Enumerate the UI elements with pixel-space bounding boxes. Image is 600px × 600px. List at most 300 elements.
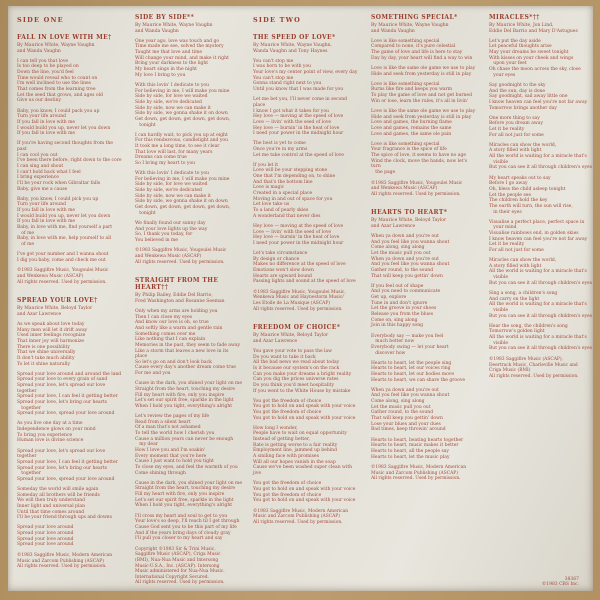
lyric-line: Everybody swing — let your heart (371, 344, 449, 350)
side-label: SIDE TWO (253, 16, 301, 24)
lyric-line: Hearts to heart, let our bodies move (371, 371, 455, 377)
lyric-line: That will keep you gettin' down (371, 273, 443, 279)
lyric-line: Spread your love around (17, 525, 74, 531)
song-copyright (17, 268, 124, 285)
stanza (17, 141, 124, 192)
lyric-line: in their eyes (489, 209, 522, 215)
lyric-line: Hearts to heart, we can share the groove (371, 377, 466, 383)
lyric-line: And know our love is oh, so true (135, 320, 209, 326)
song (253, 34, 360, 312)
lyric-line: I know heaven can feel you're not far away (489, 99, 588, 105)
lyric-line: Tomorrow brings another day (489, 105, 557, 111)
lyric-line: To tell the world how I cherish you (135, 431, 215, 437)
lyric-line: Hearts to heart, beating hearts together (371, 437, 464, 443)
stanza (135, 481, 242, 509)
lyric-line: Love and games, the burning flame (371, 120, 452, 126)
stanza (371, 284, 478, 329)
lyric-line: And you feel like you wanna shout (371, 393, 450, 399)
lyric-line: Oh chase the moon across the sky, close (489, 67, 581, 73)
lyric-line: together (17, 471, 41, 477)
lyric-line: Do you think you'd meet hospitality (253, 382, 335, 388)
lyric-line: visible (489, 307, 509, 313)
lyric-line: Let it be reality (489, 242, 525, 248)
copyright-line: ©1983 Saggifire Music, Modern American (253, 508, 349, 514)
lyric-line: Hey love — burnin' in the heat of love (253, 235, 340, 241)
copyright-line: International Copyright Secured. (135, 574, 209, 580)
lyric-line: Spread your love around (17, 542, 74, 548)
stanza (489, 176, 596, 216)
stanza (17, 109, 124, 137)
lyric-column (17, 14, 124, 585)
lyric-line: Burns like fire and keeps you warm (371, 87, 453, 93)
credit-line: By Maurice White, Wayne Vaughn (17, 43, 95, 48)
lyric-line: Visualise a perfect place, perfect space in (489, 219, 585, 225)
lyric-line: And your love lights up the way (135, 226, 208, 232)
lyric-line: I'll be your rock when Gibraltar falls (17, 180, 101, 186)
lyric-line: Let's put the day aside (489, 38, 541, 44)
lyric-line: Bad times, keep throwin' around (371, 427, 446, 433)
copyright-line: Music and Zarcom Publishing (ASCAP) (253, 514, 340, 520)
lyric-line: Give us our destiny (17, 98, 62, 104)
lyric-line: That comes from the learning tree (17, 87, 96, 93)
credit-line: and Wanda Vaughn (17, 48, 61, 54)
lyric-line: Your love's my center point of view, every day (253, 70, 358, 76)
copyright-line: All rights reserved. Used by permission. (17, 279, 107, 285)
lyric-line: Hearts to heart, let the music play (371, 454, 450, 460)
lyric-sheet (8, 6, 593, 591)
lyric-line: Human love is divine science (17, 438, 84, 444)
lyric-line: Will all our hopes vanish in the soap (253, 459, 336, 465)
lyric-line: But you can see it all through children's eyes (489, 313, 593, 319)
lyric-line: Cause every day's another dream come true (135, 365, 236, 371)
lyric-line: If you're having second thoughts from the past (17, 141, 115, 152)
song-title: FALL IN LOVE WITH ME† (17, 34, 112, 41)
lyric-line: Gather round, to the sound (371, 267, 434, 273)
lyric-line: Cause in the dark, you shined your light on me (135, 480, 242, 486)
lyric-line: Hey love — moving at the speed of love (253, 114, 344, 120)
lyric-line: Inner light and universal plan (17, 503, 85, 509)
lyric-line: I need your power in the midnight hour (253, 240, 344, 246)
lyric-line: Get up, explore (371, 295, 407, 301)
lyric-line: When ya down and you're out (371, 256, 439, 262)
lyric-line: I've got your number and I wanna shout (17, 252, 109, 258)
stanza (371, 109, 478, 137)
lyric-line: Spread your love around (17, 531, 74, 537)
stanza (17, 252, 124, 263)
lyric-line: To let it shine naturally (17, 361, 70, 367)
lyric-line: Let's take circumstance (253, 251, 308, 256)
lyric-line: Miracles can show the world, (489, 258, 557, 264)
lyric-line: For believing in me, I will make you mine (135, 176, 230, 182)
song-credit (371, 218, 478, 229)
lyric-line: It took me a long time, to see it clear (135, 143, 220, 149)
lyric-line: Someday all brothers will be friends (17, 492, 100, 498)
lyric-line: My love I bring to you (135, 72, 186, 78)
copyright-line: All rights reserved. Used by permission. (489, 373, 579, 379)
lyric-line: Sing a song, a children's song (489, 290, 558, 296)
lyric-line: If you fall in love with me (17, 119, 76, 125)
copyright-line: and Wenkewa Music (ASCAP) (135, 254, 202, 260)
lyric-line: Employment line, jammed up behind (253, 448, 337, 454)
lyric-line: Turn your life around (17, 202, 66, 208)
song (371, 209, 478, 482)
lyric-line: To a land of pearly skies (253, 208, 309, 214)
lyric-line: You gave your vote to pass the law (253, 348, 333, 354)
lyric-line: Compared to none, it's pure celestial (371, 44, 456, 50)
lyric-line: Hide and seek from yesterday is still in play (371, 71, 472, 77)
copyright-line: ©1983 Saggifire Music, Modern American (371, 465, 467, 471)
song-title: SOMETHING SPECIAL* (371, 14, 458, 21)
lyric-line: Let the music pull you out (371, 251, 431, 257)
stanza (371, 361, 478, 384)
lyric-line: Baby, you know, I could pack you up (17, 108, 100, 114)
lyric-line: And you need to communicate (371, 289, 441, 295)
credit-line: By Maurice White, Beloyd Taylor (371, 218, 447, 224)
lyric-line: Instead of getting better, (253, 437, 310, 443)
lyric-line: Baby, give me a cause (17, 186, 68, 192)
credit-line: By Maurice White, Wayne Vaughn, (253, 43, 332, 48)
stanza (253, 163, 360, 220)
lyric-line: For me and you (135, 371, 171, 377)
lyric-line: Let love take us (253, 202, 290, 208)
song-copyright (371, 465, 478, 482)
lyric-line: There is one possibility (17, 344, 70, 350)
song-copyright (17, 553, 124, 570)
lyric-line: A story filled with light (489, 263, 542, 269)
lyric-line: Created in a special place (253, 191, 313, 197)
lyric-line: Let me take control at the speed of love (253, 152, 344, 158)
song-credit (17, 43, 124, 54)
lyric-line: Side by side, for love we waited (135, 94, 208, 100)
lyric-line: If you fall in love with me (17, 208, 76, 214)
credit-line: By Maurice White, Beloyd Taylor (253, 333, 329, 339)
song-credit (135, 293, 242, 304)
lyric-line: Bring your darkness to the light (135, 61, 209, 67)
lyric-line: When I hold you tight, everything's alright (135, 503, 233, 509)
lyric-line: And if the years bring days of cloudy gray (135, 530, 231, 536)
lyric-line: Love and games, the same ole pain (371, 131, 452, 137)
lyric-column (371, 14, 478, 585)
lyric-line: Passing lights and sound at the speed of love (253, 279, 356, 285)
lyric-line: With this lovin' I dedicate to you (135, 171, 209, 177)
song-title: MIRACLES*†† (489, 14, 540, 21)
lyric-line: visible (489, 159, 509, 165)
lyric-line: Is it because our system's on the rack (253, 365, 340, 371)
lyric-line: Hear the song, the children's song (489, 323, 568, 329)
lyric-line: The earth will turn, the sun will rise, (489, 203, 573, 209)
lyric-line: Love is magic (253, 185, 285, 191)
song-title: SPREAD YOUR LOVE† (17, 297, 98, 305)
lyric-line: The spice of love, it seems to have no age (371, 152, 467, 158)
copyright-line: All rights reserved. Used by permission. (135, 580, 225, 586)
lyric-line: I need your power in the midnight hour (253, 131, 344, 137)
copyright-line: Criga Music (BMI) (489, 368, 531, 374)
lyric-line: of me (17, 242, 35, 247)
stanza (371, 82, 478, 105)
lyric-line: Let peaceful thoughts arise (489, 44, 552, 50)
lyric-line: With kisses on your cheek and wings (489, 55, 574, 61)
lyric-line: Taught me that love and time (135, 50, 203, 56)
song (17, 34, 124, 285)
lyric-line: Love is like something special (371, 141, 440, 147)
lyric-line: Emotions won't slow down (253, 267, 314, 273)
lyric-line: Spread your love around (17, 536, 74, 542)
lyric-line: All the world is waiting for a miracle that's (489, 335, 587, 340)
lyric-line: Side by side, we're dedicated (135, 188, 202, 194)
lyric-line: As you live one day at a time (17, 421, 83, 427)
lyric-line: That love will last, for many years (135, 149, 213, 155)
lyric-line: Side by side, we gonna shake it on down (135, 111, 228, 117)
lyric-line: But you can see it all through children's eyes (489, 165, 593, 171)
lyric-line: You got the freedom of choice (253, 481, 322, 487)
lyric-line: Love is like something special (371, 38, 440, 44)
lyric-line: your mind (489, 225, 517, 231)
copyright-line: (BMI), Nua-Nua Music and Intersong (135, 557, 219, 563)
lyric-line: I'll cross my heart and soul to get to you (135, 513, 228, 519)
lyric-line: Miracles can show the world, (489, 142, 557, 148)
lyric-line: For believing in me, I will make you mine (135, 88, 230, 94)
lyric-line: You can't stop me (253, 75, 294, 81)
lyric-line: upon your feet (489, 61, 527, 67)
lyric-line: And softly like a warm and gentle rain (135, 325, 223, 331)
lyric-line: tonight (135, 122, 156, 128)
credit-line: and Wanda Vaughn (371, 28, 415, 34)
lyric-line: Let the groove in your shoes (371, 306, 437, 312)
credit-line: and Azar Lawrence (371, 223, 416, 229)
lyric-line: And you feel like you wanna shout (371, 262, 450, 268)
song-credit (135, 23, 242, 34)
lyric-line: Side by side, we're dedicated (135, 99, 202, 105)
copyright-line: ©1983 Saggifire Music, Yougoulei Music (17, 268, 109, 274)
lyric-line: visible (489, 340, 509, 346)
lyric-line: Love — livin' with the seed of love (253, 119, 332, 125)
credit-line: and Azar Lawrence (17, 311, 62, 317)
columns (17, 14, 593, 586)
lyric-line: Straight from the heart, touching my desire (135, 486, 236, 492)
lyric-line: Hey love — moving at the speed of love (253, 223, 344, 229)
stanza (135, 39, 242, 79)
copyright-line: Music and Zarcom Publishing (ASCAP) (17, 558, 104, 564)
lyric-line: I can tell you that love (17, 58, 69, 64)
credit-line: By Maurice White, Wayne Vaughn (135, 23, 213, 28)
lyric-line: Spread your love, let's spread our love together (17, 382, 107, 394)
lyric-line: Come shining through (135, 470, 186, 476)
stanza (371, 234, 478, 279)
lyric-line: That will keep you gettin' down (371, 416, 443, 422)
stanza (489, 291, 596, 319)
stanza (253, 224, 360, 247)
lyric-line: Get down, get down, get down, get down, (135, 205, 231, 211)
lyric-line: of me (17, 230, 35, 236)
lyric-line: Cause in the dark, you shined your light on me (135, 381, 242, 387)
lyric-line: Dreams can come true (135, 155, 187, 161)
side-label: SIDE ONE (17, 16, 64, 24)
lyric-line: For this rendezvous, candlelight and you (135, 138, 229, 144)
lyric-line: Let me bet you, I'll never come in second place (253, 97, 349, 108)
lyric-line: Spread your love around and around the land (17, 371, 122, 377)
lyric-line: Cause we've been washed super clean with jive (253, 465, 354, 477)
lyric-line: Spread your love, spread your love around (17, 411, 115, 417)
lyric-line: You believed in me (135, 237, 178, 243)
lyric-line: Release you from the blues (371, 312, 434, 318)
song-credit (17, 306, 124, 317)
credit-line: Eddie Del Barrio and Mary D'Astugues (489, 28, 578, 34)
lyric-line: I'll be your friend through ups and downs (17, 515, 112, 521)
copyright-line: Music and Zarcom Publishing (ASCAP) (371, 470, 458, 476)
lyric-line: I was born to be with you (253, 64, 312, 70)
stanza (135, 414, 242, 476)
sheet-footer (542, 577, 579, 588)
lyric-line: A story filled with light (489, 148, 542, 154)
lyric-line: So let's go on and don't look back (135, 359, 212, 365)
song-copyright (489, 357, 596, 379)
song (371, 14, 478, 197)
lyric-line: my dear (135, 442, 158, 448)
lyric-line: Used inner feelings recognize (17, 333, 86, 339)
lyric-line: Side by side, for love we waited (135, 182, 208, 188)
lyric-line: Gather round, to the sound (371, 410, 434, 416)
lyric-line: If you went to the White House by mistake (253, 388, 351, 394)
lyric-line: It don't take much ability (17, 355, 75, 361)
lyric-line: The children hold the key (489, 198, 548, 204)
lyric-line: tonight (135, 210, 156, 216)
lyric-line: Let it be reality (489, 127, 525, 132)
stanza (135, 171, 242, 216)
song (135, 277, 242, 586)
lyric-line: Hearts are upward bound (253, 273, 312, 279)
lyric-line: Get down, get down, get down, get down, (135, 116, 231, 122)
stanza (371, 66, 478, 77)
lyric-line: discover how (371, 350, 406, 356)
stanza (253, 481, 360, 504)
stanza (253, 97, 360, 137)
lyric-line: much better now (371, 339, 415, 345)
lyric-line: My heart speaks out to say (489, 175, 551, 181)
stanza (489, 116, 596, 139)
lyric-line: Hearts to heart, let our voices ring (371, 366, 451, 372)
lyric-column (253, 14, 360, 585)
lyric-line: So, I thank you today, for (135, 232, 193, 238)
lyric-line: Let's review the pages of my life (135, 414, 210, 420)
song (489, 14, 596, 379)
song-title: FREEDOM OF CHOICE* (253, 324, 341, 332)
copyright-line: Deertrack Music, Charleville Music and (489, 362, 578, 368)
stanza (371, 142, 478, 176)
stanza (17, 197, 124, 248)
lyric-line: Spread your love, let's bring our hearts (17, 465, 107, 471)
lyric-line: You got to hold on and speak with your voice (253, 415, 356, 421)
lyric-line: My heart sings in the night (135, 67, 197, 73)
lyric-line: I know I got what it takes for you (253, 108, 329, 114)
stanza (371, 334, 478, 357)
stanza (489, 83, 596, 111)
lyric-line: I'm well inclined to use the lines (17, 81, 91, 87)
credit-line: and Azar Lawrence (253, 338, 298, 344)
copyright-line: All rights reserved. Used by permission. (253, 519, 343, 525)
stanza (135, 381, 242, 409)
song-title: THE SPEED OF LOVE* (253, 34, 336, 41)
lyric-line: All the world is waiting for a miracle that's (489, 302, 587, 308)
song-credit (253, 333, 360, 344)
lyric-line: You got to hold on and speak with your voice (253, 498, 356, 504)
copyright-line: All rights reserved. Used by permission. (371, 476, 461, 482)
lyric-line: And the sun, day is done (489, 88, 546, 94)
song-copyright (371, 181, 478, 198)
lyric-line: A wonderland that never dies (253, 213, 321, 219)
lyric-line: Will change your mind, and make it right (135, 55, 229, 61)
lyric-line: Baby, in love with me, help yourself to all (17, 236, 112, 242)
lyric-line: Side by side, we gonna shake it on down (135, 199, 228, 205)
lyric-line: All the world is waiting for a miracle that's (489, 269, 587, 275)
copyright-line: and Wenkewa Music (ASCAP) (17, 274, 84, 280)
lyric-line: I can hardly wait, to pick you up at eight (135, 132, 228, 138)
credit-line: By Maurice White, Wayne Vaughn (371, 23, 449, 28)
lyric-line: Fill my heart with fire, only you inspire (135, 392, 225, 398)
lyric-line: Time would reveal who to count on (17, 75, 98, 81)
lyric-line: Win or lose, learn the rules, it's all in livin' (371, 98, 468, 104)
lyric-line: Time made me see, solved the mystery (135, 44, 224, 50)
lyric-line: Cause I just want to hold you tight (135, 459, 214, 465)
stanza (135, 133, 242, 167)
lyric-line: Let's set our spirit free, sparkle in the light (135, 398, 234, 404)
lyric-line: Spread your love to every grain of sand (17, 377, 108, 383)
song (135, 14, 242, 265)
lyric-line: Only when my arms are holding you (135, 308, 218, 314)
stanza (135, 221, 242, 244)
lyric-line: That we shine universally (17, 350, 76, 356)
stanza (17, 59, 124, 104)
stanza (371, 438, 478, 461)
lyric-line: One that I'm depending on, to shine (253, 174, 336, 180)
lyric-line: Love is like something special (371, 81, 440, 87)
copyright-line: All rights reserved. Used by permission. (135, 259, 225, 265)
lyric-line: Baby, you know, I could pick you up (17, 196, 99, 202)
lyric-line: I've been there before, right down to the core (17, 158, 122, 164)
lyric-line: You got to hold on and speak with your voice (253, 404, 356, 410)
song-copyright (135, 248, 242, 265)
lyric-line: You got the freedom of choice (253, 492, 322, 498)
lyric-line: Until that time comes around (17, 509, 85, 515)
lyric-column (135, 14, 242, 585)
lyric-line: All the bad news we read about today (253, 360, 340, 366)
stanza (489, 39, 596, 79)
lyric-line: To close my eyes, and feel the warmth of you (135, 464, 238, 470)
lyric-line: Let's set our spirit free, sparkle in the light (135, 497, 234, 503)
copyright-line: All rights reserved. Used by permission. (253, 306, 343, 312)
stanza (253, 141, 360, 158)
stanza (253, 349, 360, 394)
stanza (17, 372, 124, 417)
lyric-line: Turn your life around (17, 114, 66, 120)
stanza (253, 251, 360, 285)
lyric-line: Say goodnight, sail away little one (489, 94, 568, 100)
copyright-line: ©1983 Saggifire Music (ASCAP), (489, 356, 563, 362)
lyric-line: How I love you and I'm soakin' (135, 448, 206, 454)
stanza (17, 525, 124, 548)
lyric-line: Side by side, now we can make it (135, 105, 211, 111)
lyric-line: Your love's so deep, I'll reach til I get through (135, 519, 240, 525)
lyric-line: Hearts to heart, all the people say (371, 448, 449, 454)
song-credit (489, 23, 596, 34)
copyright-line: All rights reserved. Used by permission. (371, 191, 461, 197)
lyric-line: Makes no difference at the speed of love (253, 262, 346, 268)
lyric-line: And you feel like you wanna shout (371, 239, 450, 245)
lyric-line: A smiling face with promises (253, 454, 319, 460)
lyric-line: When I hold you tight, everything's alright (135, 403, 233, 409)
lyric-line: Then I can close my eyes (135, 314, 193, 320)
stanza (17, 487, 124, 521)
lyric-line: If you fall in love with me (17, 219, 76, 225)
